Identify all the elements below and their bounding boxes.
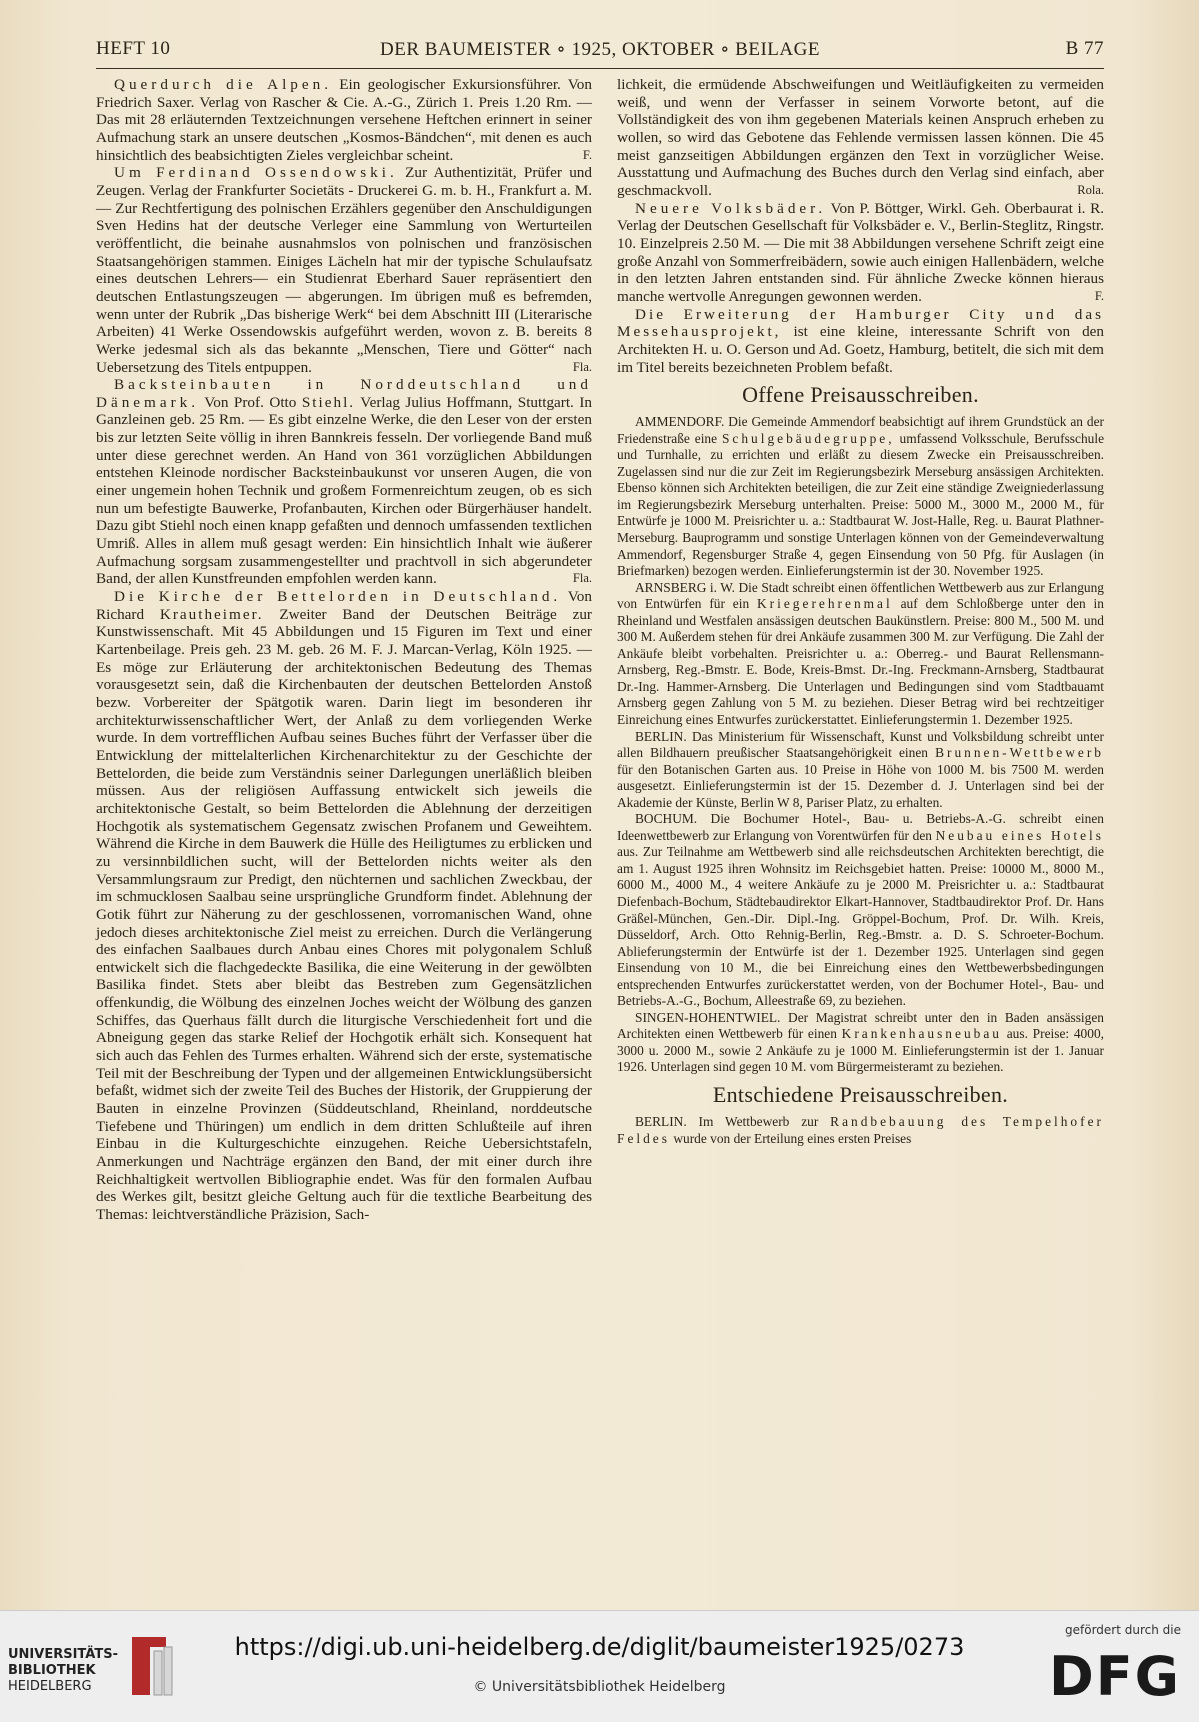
viewer-footer bbox=[0, 1610, 1199, 1722]
copyright-notice: © Universitätsbibliothek Heidelberg bbox=[473, 1679, 726, 1695]
header-page-number: B 77 bbox=[1065, 38, 1104, 59]
library-name: UNIVERSITÄTS- BIBLIOTHEK HEIDELBERG bbox=[8, 1647, 118, 1694]
left-column bbox=[96, 76, 592, 1224]
dfg-logo: DFG bbox=[1048, 1645, 1181, 1708]
header-rule bbox=[96, 68, 1104, 69]
header-issue: HEFT 10 bbox=[96, 38, 171, 59]
review-bettelorden: Die Kirche der Bettelorden in Deutschland. Von Richard Krautheimer. Zweiter Band der Deutschen Beiträge zur Kunstwissenschaft. Mit 45 Abbildungen und 15 Figuren im Text und einer Kartenbeilage. Preis geh. 23 M. geb. 26 M. F. J. Marcan-Verlag, Köln 1925. — Es möge zur Erläuterung der architektonischen Bedeutung des Themas vorausgesetzt sein, daß die Kirchenbauten der deutschen Bettelorden Anstoß bezw. Vorbereiter der Spätgotik waren. Darin liegt im besonderen ihr architekturwissenschaftlicher Wert, der Anlaß zu dem vorliegenden Werke wurde. In dem vortrefflichen Aufbau seines Buches führt der Verfasser über die Entwicklung der mittelalterlichen Kirchenarchitektur zu der Geschichte der Bettelorden, die beide zum Verständnis seiner Darlegungen unerläßlich bleiben müssen. Aus der religiösen Auffassung entwickelt sich jeweils die architektonische Gestalt, so beim Bettelorden die Ablehnung der derzeitigen Hochgotik als systematischem Gegensatz zwischen Profanem und Geweihtem. Während die Kirche in dem Bauwerk die Hülle des Heiligtumes zu erblicken und zu versinnbildlichen sucht, will der Bettelorden nichts weiter als den Versammlungsraum zur Predigt, den nüchternen und sachlichen Zweckbau, der im schmucklosen Saalbau seine ursprüngliche Grundform findet. Ablehnung der Gotik führt zur Näherung zu der geschlossenen, vorromanischen Wand, ohne jedoch dieses architektonische Ziel meist zu erreichen. Durch die Verlängerung des einfachen Saalbaues durch Anbau eines Chores mit polygonalem Schluß entwickelt sich die flachgedeckte Basilika, die eine Weiterung in der gewölbten Basilika findet. Stets aber bleibt das Bestreben zum Gegensätzlichen offenkundig, die Wölbung des einzelnen Joches weicht der Wölbung des ganzen Schiffes, das Querhaus fällt durch die liturgische Verschiedenheit fort und die Abneigung gegen das starke Relief der Hochgotik erhält sich. Konsequent hat sich auch das Fehlen des Turmes erhalten. Während sich der erste, systematische Teil mit der Beschreibung der Typen und der allgemeinen Entwicklungsübersicht befaßt, widmet sich der zweite Teil des Buches der Historik, der Gruppierung der Bauten in einzelne Provinzen (Süddeutschland, Rheinland, norddeutsche Tiefebene und Thüringen) um endlich in dem dritten Schlußteile auf ihren Einbau in die Kulturgeschichte einzugehen. Reiche Uebersichtstafeln, Anmerkungen und Nachträge ergänzen den Band, der mit einer durch ihre Reichhaltigkeit wertvollen Bibliographie endet. Was für den formalen Aufbau des Werkes gilt, besitzt gleiche Geltung auch für die textliche Bearbeitung des Themas: leichtverständliche Präzision, Sach- bbox=[96, 588, 592, 1223]
review-bettelorden-continued: lichkeit, die ermüdende Abschweifungen und Weitläufigkeiten zu vermeiden weiß, und wenn der Verfasser in seinem Vorworte betont, auf die Vollständigkeit des von ihm gegebenen Materials keinen Anspruch erheben zu wollen, so wird das Gebotene das Fehlende vermissen lassen können. Die 45 meist ganzseitigen Abbildungen ergänzen den Text in vorzüglicher Weise. Ausstattung und Aufmachung des Buches durch den Verlag sind einfach, aber geschmackvoll. Rola. bbox=[617, 76, 1104, 199]
announcement-singen: SINGEN-HOHENTWIEL. Der Magistrat schreibt unter den in Baden ansässigen Architekten einen Wettbewerb für einen Krankenhausneubau aus. Preise: 4000, 3000 u. 2000 M., sowie 2 Ankäufe zu je 1000 M. Einlieferungstermin ist der 1. Januar 1926. Unterlagen sind gegen 10 M. vom Bürgermeisteramt zu beziehen. bbox=[617, 1009, 1104, 1075]
review-alpen: Querdurch die Alpen. Ein geologischer Exkursionsführer. Von Friedrich Saxer. Verlag von Rascher & Cie. A.-G., Zürich 1. Preis 1.20 Rm. — Das mit 28 erläuternden Textzeichnungen versehene Heftchen erinnert in seiner Aufmachung stark an unsere deutschen „Kosmos-Bändchen“, mit denen es auch hinsichtlich des beabsichtigten Zieles vergleichbar scheint. F. bbox=[96, 76, 592, 164]
review-hamburger-city: Die Erweiterung der Hamburger City und das Messehausprojekt, ist eine kleine, interessante Schrift von den Architekten H. u. O. Gerson und Ad. Goetz, Hamburg, betitelt, die sich mit dem im Titel bereits bezeichneten Problem befaßt. bbox=[617, 305, 1105, 376]
heading-offene-preisausschreiben: Offene Preisausschreiben. bbox=[742, 382, 979, 408]
announcement-berlin: BERLIN. Das Ministerium für Wissenschaft, Kunst und Volksbildung schreibt unter allen Bildhauern preußischer Staatsangehörigkeit einen Brunnen-Wettbewerb für den Botanischen Garten aus. 10 Preise in Höhe von 1000 M. bis 7500 M. werden ausgesetzt. Einlieferungstermin ist der 15. Dezember d. J. Unterlagen sind bei der Akademie der Künste, Berlin W 8, Pariser Platz, zu erhalten. bbox=[617, 728, 1104, 810]
announcement-ammendorf: AMMENDORF. Die Gemeinde Ammendorf beabsichtigt auf ihrem Grundstück an der Friedenstraße eine Schulgebäudegruppe, umfassend Volksschule, Berufsschule und Turnhalle, zu errichten und erläßt zu diesem Zwecke ein Preisausschreiben. Zugelassen sind nur die zur Zeit im Regierungsbezirk Merseburg ansässigen Architekten. Ebenso können sich Architekten beteiligen, die zur Zeit eine ständige Zweigniederlassung im Regierungsbezirk Merseburg unterhalten. Preise: 5000 M., 3000 M., 2000 M., für Entwürfe je 1000 M. Preisrichter u. a.: Stadtbaurat W. Jost-Halle, Reg. u. Baurat Plathner-Merseburg. Bauprogramm und sonstige Unterlagen können von der Gemeindeverwaltung Ammendorf, Regensburger Straße 4, gegen Einsendung von 50 Pfg. für Auslagen (in Briefmarken) bezogen werden. Einlieferungstermin ist der 30. November 1925. bbox=[617, 414, 1105, 579]
running-header bbox=[96, 38, 1104, 66]
funding-label: gefördert durch die bbox=[1065, 1623, 1181, 1637]
permalink-url[interactable]: https://digi.ub.uni-heidelberg.de/diglit/baumeister1925/0273 bbox=[234, 1633, 965, 1661]
announcement-tempelhof: BERLIN. Im Wettbewerb zur Randbebauung des Tempelhofer Feldes wurde von der Erteilung eines ersten Preises bbox=[617, 1114, 1104, 1146]
announcements-decided bbox=[617, 1114, 1104, 1147]
header-title: DER BAUMEISTER ∘ 1925, OKTOBER ∘ BEILAGE bbox=[380, 39, 820, 60]
announcement-bochum: BOCHUM. Die Bochumer Hotel-, Bau- u. Betriebs-A.-G. schreibt einen Ideenwettbewerb zur Erlangung von Vorentwürfen für den Neubau eines Hotels aus. Zur Teilnahme am Wettbewerb sind alle reichsdeutschen Architekten berechtigt, die am 1. August 1925 ihren Wohnsitz im Reichsgebiet hatten. Preise: 10000 M., 8000 M., 6000 M., 4000 M., 4 weitere Ankäufe zu je 2000 M. Preisrichter u. a.: Stadtbaurat Diefenbach-Bochum, Städtebaudirektor Elkart-Hannover, Stadtbaudirektor Prof. Dr. Hans Gräßel-München, Gen.-Dir. Dipl.-Ing. Gröppel-Bochum, Prof. Dr. Wilh. Kreis, Düsseldorf, Arch. Otto Rehnig-Berlin, Reg.-Bmstr. a. D. S. Schroeter-Bochum. Ablieferungstermin der Entwürfe ist der 1. Dezember 1925. Unterlagen sind gegen Einsendung von 10 M., die bei Einreichung eines den Wettbewerbsbedingungen entsprechenden Entwurfes zurückerstattet werden, von der Bochumer Hotel-, Bau- und Betriebs-A.-G., Bochum, Alleestraße 69, zu beziehen. bbox=[617, 811, 1104, 1009]
announcements-open bbox=[617, 414, 1104, 1076]
review-volksbaeder: Neuere Volksbäder. Von P. Böttger, Wirkl. Geh. Oberbaurat i. R. Verlag der Deutschen Gesellschaft für Volksbäder e. V., Berlin-Steglitz, Ringstr. 10. Einzelpreis 2.50 M. — Die mit 38 Abbildungen versehene Schrift zeigt eine große Anzahl von Sommerfreibädern, sowie auch einigen Hallenbädern, welche in den letzten Jahren entstanden sind. Für ähnliche Zwecke können hieraus manche wertvolle Anregungen gewonnen werden. F. bbox=[617, 199, 1104, 305]
review-ossendowski: Um Ferdinand Ossendowski. Zur Authentizität, Prüfer und Zeugen. Verlag der Frankfurter Societäts - Druckerei G. m. b. H., Frankfurt a. M. — Zur Rechtfertigung des polnischen Erzählers gegenüber den Anschuldigungen Sven Hedins hat der deutsche Verleger eine Sammlung von Werturteilen veröffentlicht, die beinahe ausnahmslos von polnischen und französischen Staatsangehörigen stammen. Einiges Lächeln hat mir der typische Schulaufsatz eines deutschen Lehrers— ein Studienrat Eberhard Sauer repräsentiert den deutschen Entlastungszeugen — abgerungen. Im übrigen muß es befremden, wenn unter der Rubrik „Das bisherige Werk“ bei dem Abschnitt III (Literarische Arbeiten) 41 Werke Ossendowskis aufgeführt werden, wovon z. B. bereits 8 Werke jedesmal sich als das bekannte „Menschen, Tiere und Götter“ nach Uebersetzung des Titels entpuppen. Fla. bbox=[96, 164, 592, 376]
right-column bbox=[617, 76, 1104, 1147]
heading-entschiedene-preisausschreiben: Entschiedene Preisausschreiben. bbox=[712, 1082, 1009, 1108]
review-backsteinbauten: Backsteinbauten in Norddeutschland und Dänemark. Von Prof. Otto Stiehl. Verlag Julius Hoffmann, Stuttgart. In Ganzleinen geb. 25 Rm. — Es gibt einzelne Werke, die den Leser von der ersten bis zur letzten Seite völlig in ihren Bannkreis fesseln. Der vorliegende Band muß unter diese gerechnet werden. An Hand von 361 vorzüglichen Abbildungen entstehen Kleinode nordischer Backsteinbaukunst vor unseren Augen, die von einer ungemein hohen Technik und großem Formenreichtum zeugen, ob es sich nun um befestigte Bauwerke, Profanbauten, Kirchen oder Bürgerhäuser handelt. Dazu gibt Stiehl noch einen knapp gefaßten und dennoch umfassenden textlichen Umriß. Alles in allem muß gesagt werden: Ein hinsichtlich Inhalt wie äußerer Aufmachung sorgsam zusammengestellter und prachtvoll in sich abgerundeter Band, der allen Kunstfreunden empfohlen werden kann. Fla. bbox=[96, 376, 592, 588]
announcement-arnsberg: ARNSBERG i. W. Die Stadt schreibt einen öffentlichen Wettbewerb aus zur Erlangung von Entwürfen für ein Kriegerehrenmal auf dem Schloßberge unter den in Rheinland und Westfalen ansässigen deutschen Baukünstlern. Preise: 800 M., 500 M. und 300 M. Außerdem stehen für drei Ankäufe zusammen 300 M. zur Verfügung. Die Zahl der Ankäufe bleibt vorbehalten. Preisrichter u. a.: Oberreg.- und Baurat Rellensmann-Arnsberg, Reg.-Bmstr. E. Bode, Kreis-Bmst. Dr.-Ing. Freckmann-Arnsberg, Stadtbaurat Dr.-Ing. Hammer-Arnsberg. Die Unterlagen und Bedingungen sind vom Stadtbauamt Arnsberg gegen Zahlung von 5 M. zu beziehen. Dieser Betrag wird bei rechtzeitiger Einreichung eines Entwurfes zurückerstattet. Einlieferungstermin 1. Dezember 1925. bbox=[617, 579, 1104, 727]
